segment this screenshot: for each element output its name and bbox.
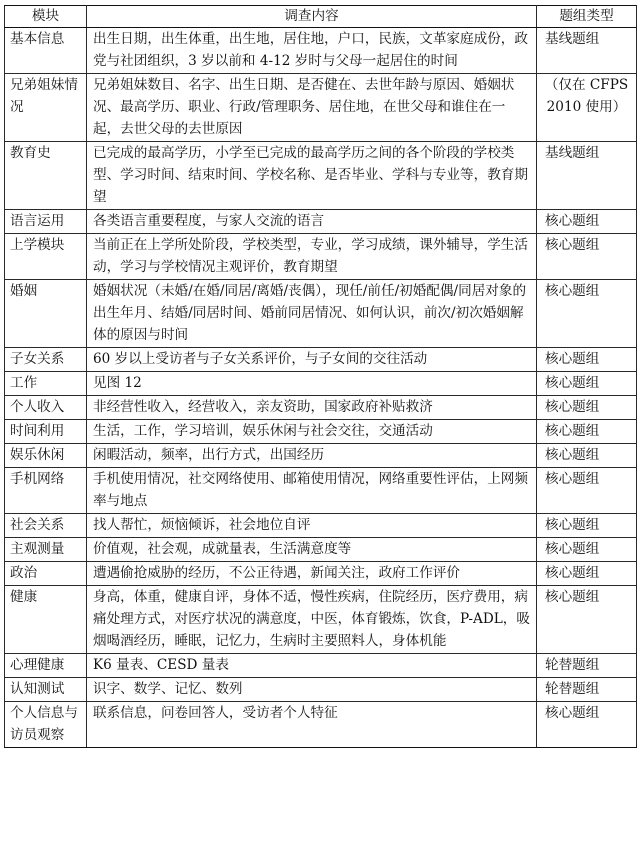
header-module: 模块 <box>5 6 87 28</box>
content-cell: K6 量表、CESD 量表 <box>87 654 537 678</box>
content-cell: 识字、数学、记忆、数列 <box>87 678 537 702</box>
type-cell: （仅在 CFPS 2010 使用） <box>537 74 637 142</box>
type-cell: 轮替题组 <box>537 678 637 702</box>
type-cell: 核心题组 <box>537 210 637 234</box>
content-cell: 当前正在上学所处阶段，学校类型，专业，学习成绩，课外辅导，学生活动，学习与学校情况主观评价，教育期望 <box>87 234 537 280</box>
module-cell: 政治 <box>5 562 87 586</box>
type-cell: 核心题组 <box>537 702 637 748</box>
content-cell: 闲暇活动，频率，出行方式，出国经历 <box>87 444 537 468</box>
table-body <box>5 28 637 748</box>
table-row <box>5 514 637 538</box>
header-row <box>5 6 637 28</box>
table-row <box>5 142 637 210</box>
type-cell: 基线题组 <box>537 28 637 74</box>
content-cell: 兄弟姐妹数目、名字、出生日期、是否健在、去世年龄与原因、婚姻状况、最高学历、职业、行政/管理职务、居住地，在世父母和谁住在一起，去世父母的去世原因 <box>87 74 537 142</box>
content-cell: 价值观，社会观，成就量表，生活满意度等 <box>87 538 537 562</box>
module-cell: 教育史 <box>5 142 87 210</box>
module-cell: 时间利用 <box>5 420 87 444</box>
type-cell: 核心题组 <box>537 562 637 586</box>
module-cell: 上学模块 <box>5 234 87 280</box>
module-cell: 兄弟姐妹情况 <box>5 74 87 142</box>
content-cell: 遭遇偷抢威胁的经历，不公正待遇，新闻关注，政府工作评价 <box>87 562 537 586</box>
content-cell: 非经营性收入，经营收入，亲友资助，国家政府补贴救济 <box>87 396 537 420</box>
module-cell: 手机网络 <box>5 468 87 514</box>
type-cell: 核心题组 <box>537 348 637 372</box>
table-row <box>5 348 637 372</box>
table-row <box>5 468 637 514</box>
module-cell: 基本信息 <box>5 28 87 74</box>
table-row <box>5 654 637 678</box>
content-cell: 出生日期，出生体重，出生地，居住地，户口，民族，文革家庭成份，政党与社团组织，3 岁以前和 4-12 岁时与父母一起居住的时间 <box>87 28 537 74</box>
module-cell: 语言运用 <box>5 210 87 234</box>
header-content: 调查内容 <box>87 6 537 28</box>
content-cell: 各类语言重要程度，与家人交流的语言 <box>87 210 537 234</box>
table-row <box>5 444 637 468</box>
type-cell: 核心题组 <box>537 538 637 562</box>
table-row <box>5 586 637 654</box>
table-row <box>5 396 637 420</box>
table-row <box>5 210 637 234</box>
module-cell: 娱乐休闲 <box>5 444 87 468</box>
content-cell: 联系信息，问卷回答人，受访者个人特征 <box>87 702 537 748</box>
type-cell: 核心题组 <box>537 280 637 348</box>
table-row <box>5 702 637 748</box>
table-row <box>5 678 637 702</box>
module-cell: 主观测量 <box>5 538 87 562</box>
table-row <box>5 538 637 562</box>
module-cell: 个人收入 <box>5 396 87 420</box>
content-cell: 已完成的最高学历，小学至已完成的最高学历之间的各个阶段的学校类型、学习时间、结束时间、学校名称、是否毕业、学科与专业等，教育期望 <box>87 142 537 210</box>
module-cell: 认知测试 <box>5 678 87 702</box>
content-cell: 60 岁以上受访者与子女关系评价，与子女间的交往活动 <box>87 348 537 372</box>
module-cell: 社会关系 <box>5 514 87 538</box>
content-cell: 生活，工作，学习培训，娱乐休闲与社会交往，交通活动 <box>87 420 537 444</box>
type-cell: 核心题组 <box>537 514 637 538</box>
module-cell: 工作 <box>5 372 87 396</box>
table-header <box>5 6 637 28</box>
module-cell: 健康 <box>5 586 87 654</box>
table-row <box>5 372 637 396</box>
module-cell: 婚姻 <box>5 280 87 348</box>
module-cell: 心理健康 <box>5 654 87 678</box>
table-row <box>5 74 637 142</box>
type-cell: 核心题组 <box>537 468 637 514</box>
module-cell: 个人信息与访员观察 <box>5 702 87 748</box>
type-cell: 基线题组 <box>537 142 637 210</box>
type-cell: 核心题组 <box>537 444 637 468</box>
content-cell: 手机使用情况，社交网络使用、邮箱使用情况，网络重要性评估，上网频率与地点 <box>87 468 537 514</box>
type-cell: 核心题组 <box>537 420 637 444</box>
type-cell: 核心题组 <box>537 586 637 654</box>
type-cell: 轮替题组 <box>537 654 637 678</box>
module-cell: 子女关系 <box>5 348 87 372</box>
content-cell: 找人帮忙，烦恼倾诉，社会地位自评 <box>87 514 537 538</box>
table-row <box>5 280 637 348</box>
survey-module-table <box>4 5 637 748</box>
table-row <box>5 234 637 280</box>
table-row <box>5 562 637 586</box>
type-cell: 核心题组 <box>537 396 637 420</box>
content-cell: 身高，体重，健康自评，身体不适，慢性疾病，住院经历，医疗费用，病痛处理方式，对医疗状况的满意度，中医，体育锻炼，饮食，P-ADL，吸烟喝酒经历，睡眠，记忆力，生病时主要照料人，身体机能 <box>87 586 537 654</box>
content-cell: 见图 12 <box>87 372 537 396</box>
type-cell: 核心题组 <box>537 234 637 280</box>
type-cell: 核心题组 <box>537 372 637 396</box>
content-cell: 婚姻状况（未婚/在婚/同居/离婚/丧偶），现任/前任/初婚配偶/同居对象的出生年月、结婚/同居时间、婚前同居情况、如何认识，前次/初次婚姻解体的原因与时间 <box>87 280 537 348</box>
header-type: 题组类型 <box>537 6 637 28</box>
table-row <box>5 420 637 444</box>
table-row <box>5 28 637 74</box>
